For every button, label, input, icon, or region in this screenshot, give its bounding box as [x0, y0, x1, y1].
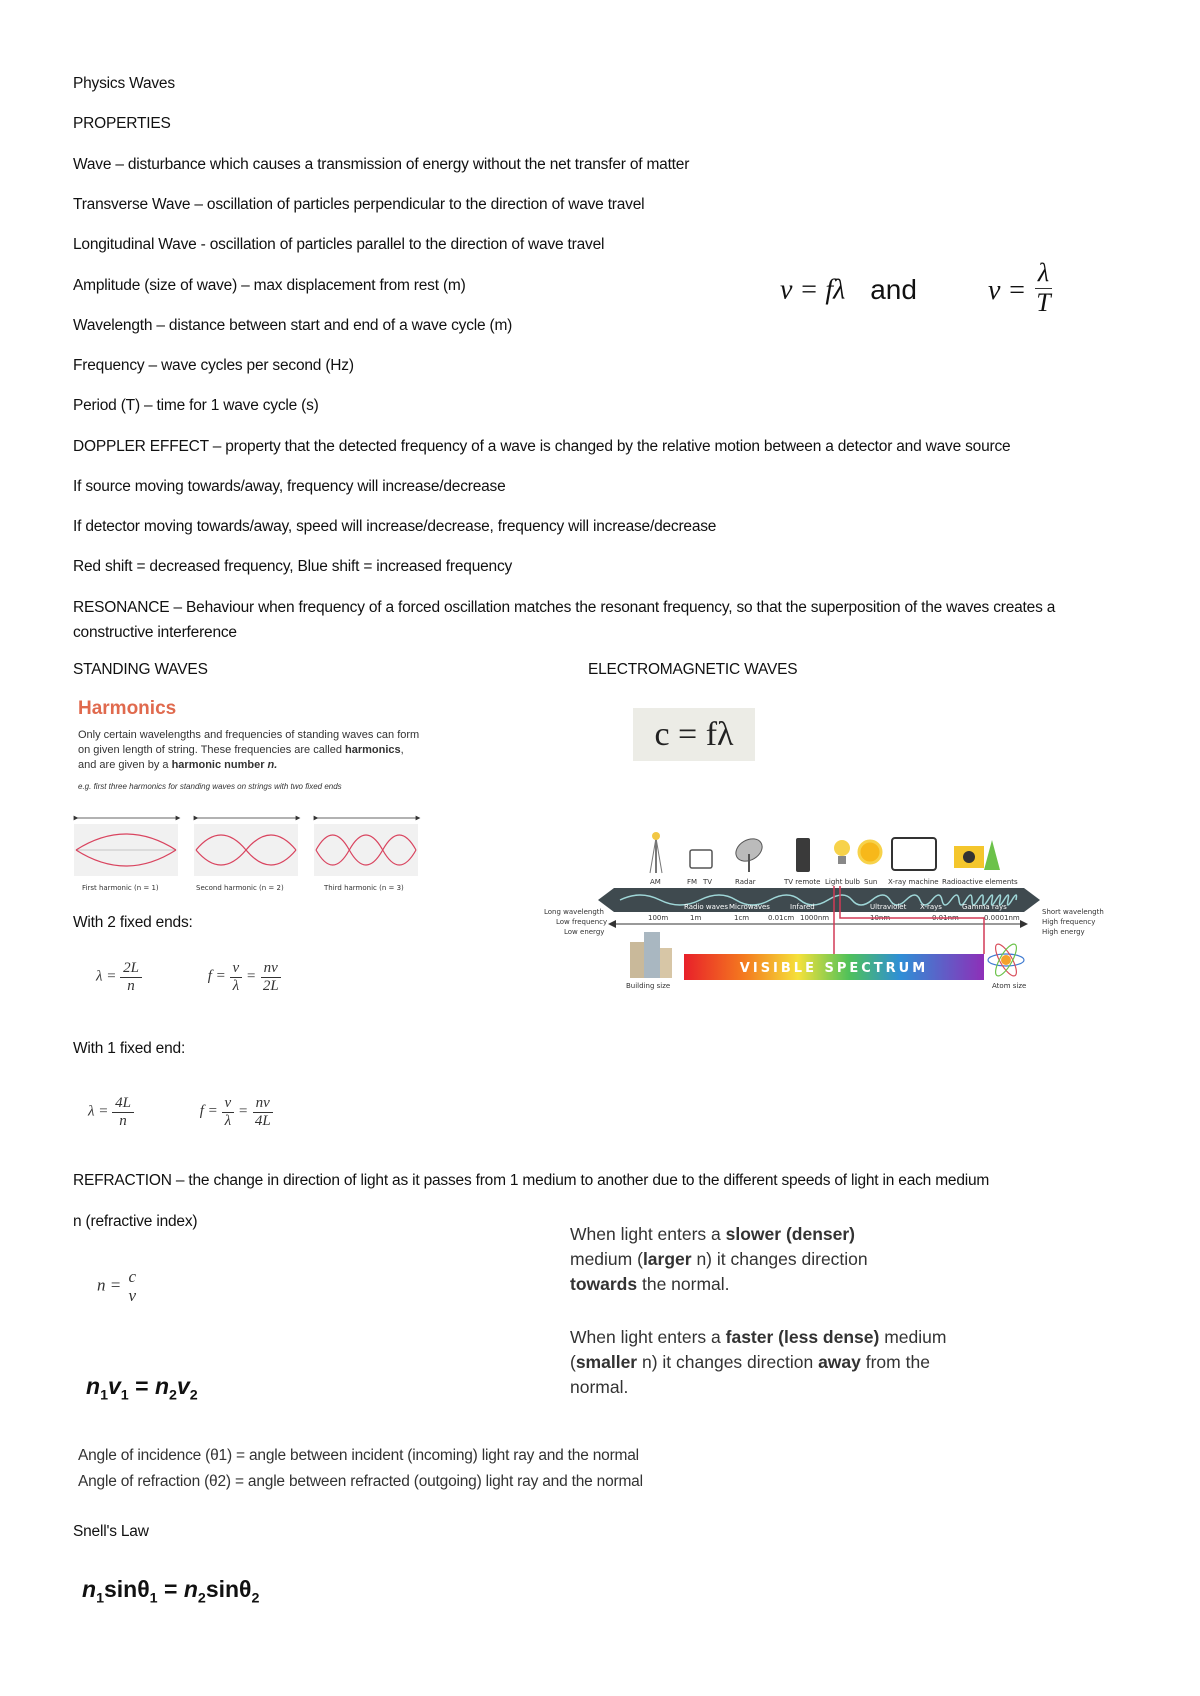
harmonics-diagram: [72, 812, 422, 894]
wave-eq-2-lhs: v =: [987, 274, 1027, 306]
band-radio: Radio waves: [684, 903, 729, 911]
remote-icon: [796, 838, 810, 872]
definition-frequency: Frequency – wave cycles per second (Hz): [73, 357, 354, 374]
atom-size-label: Atom size: [992, 982, 1027, 990]
radioactive-elements-icon: [954, 840, 1000, 870]
note1-a: When light enters a: [570, 1224, 726, 1244]
note2-e: n) it changes direction: [637, 1352, 819, 1372]
one-fixed-f-den1: λ: [224, 1112, 232, 1129]
radio-tower-icon: [650, 832, 662, 873]
wave-eq-2-frac: [1033, 259, 1053, 317]
visible-spectrum-label: VISIBLE SPECTRUM: [739, 961, 929, 976]
harmonics-title: Harmonics: [78, 698, 177, 719]
snell-n2-sub: 2: [197, 1590, 206, 1607]
snell-n1: n: [82, 1576, 97, 1602]
two-fixed-f-den1: λ: [232, 977, 240, 994]
band-xray: X-rays: [920, 903, 942, 911]
left-label-3: Low energy: [564, 928, 605, 936]
doppler-paragraph: [73, 438, 1010, 456]
snell-eq: =: [157, 1576, 184, 1602]
snell-theta1-sub: 1: [149, 1590, 158, 1607]
two-fixed-lambda-lhs: λ =: [96, 968, 117, 985]
em-waves-heading: ELECTROMAGNETIC WAVES: [588, 661, 798, 678]
refraction-note-faster: [570, 1325, 990, 1400]
note1-f: towards: [570, 1274, 638, 1294]
harmonics-bold-2: harmonic number: [171, 759, 265, 771]
note2-a: When light enters a: [570, 1327, 726, 1347]
two-fixed-f-num1: v: [230, 960, 243, 978]
xray-machine-icon: [892, 838, 936, 870]
right-label-3: High energy: [1042, 928, 1085, 936]
resonance-paragraph: [73, 595, 1113, 645]
tv-icon: [690, 850, 712, 868]
band-micro: Microwaves: [729, 903, 770, 911]
harmonic-label-1: First harmonic (n = 1): [82, 884, 159, 892]
scale-10nm: 10nm: [870, 914, 891, 922]
snell-sin1: sinθ: [104, 1576, 150, 1602]
wave-equation: [780, 258, 1054, 321]
em-source-am: AM: [650, 878, 661, 886]
harmonics-figure: [78, 698, 428, 791]
two-fixed-f-eq: =: [245, 968, 257, 985]
left-label-1: Long wavelength: [544, 908, 604, 916]
one-fixed-lambda-num: 4L: [112, 1095, 134, 1113]
two-fixed-label: With 2 fixed ends:: [73, 914, 193, 931]
band-infrared: Infared: [790, 903, 815, 911]
one-fixed-label: With 1 fixed end:: [73, 1040, 186, 1057]
n-eq-lhs: n =: [97, 1275, 122, 1295]
sun-icon: [859, 841, 881, 863]
nv-v2: v: [176, 1373, 190, 1399]
scale-00001nm: 0.0001nm: [984, 914, 1020, 922]
note1-d: larger: [642, 1249, 692, 1269]
doppler-shift: Red shift = decreased frequency, Blue shift = increased frequency: [73, 558, 513, 575]
note1-g: the normal.: [637, 1274, 730, 1294]
refractive-index-label: n (refractive index): [73, 1213, 198, 1230]
scale-1000nm: 1000nm: [800, 914, 830, 922]
one-fixed-lambda-den: n: [119, 1112, 127, 1129]
building-size-label: Building size: [626, 982, 671, 990]
one-fixed-f-num2: nv: [253, 1095, 273, 1113]
scale-001nm: 0.01nm: [932, 914, 959, 922]
snell-sin2: sinθ: [205, 1576, 252, 1602]
harmonic-label-3: Third harmonic (n = 3): [324, 884, 404, 892]
two-fixed-equations: [96, 960, 282, 994]
snell-theta2-sub: 2: [251, 1590, 260, 1607]
band-gamma: Gamma rays: [962, 903, 1007, 911]
wave-eq-2-num: λ: [1035, 259, 1052, 289]
n-eq-num: c: [128, 1267, 137, 1286]
note2-f: away: [818, 1352, 861, 1372]
em-source-tv-remote: TV remote: [784, 878, 821, 886]
note2-g: from the normal.: [570, 1352, 930, 1397]
n-eq-den: v: [128, 1285, 137, 1305]
nv-equation: [86, 1373, 198, 1404]
n-equation: [97, 1268, 139, 1305]
em-source-xray: X-ray machine: [888, 878, 939, 886]
building-icon: [630, 932, 672, 978]
scale-left-arrow: [608, 920, 616, 928]
scale-1cm: 1cm: [734, 914, 750, 922]
definition-period: Period (T) – time for 1 wave cycle (s): [73, 397, 319, 414]
left-label-2: Low frequency: [556, 918, 608, 926]
doppler-heading: DOPPLER EFFECT: [73, 438, 209, 455]
nv-n1-sub: 1: [100, 1387, 108, 1404]
nv-v1: v: [108, 1373, 121, 1399]
em-equation-box: [633, 708, 755, 761]
harmonic-panel-2: [194, 818, 298, 876]
harmonics-text-2: , and are given by a: [78, 744, 404, 771]
one-fixed-f-lhs: f =: [199, 1103, 218, 1120]
em-source-tv: TV: [703, 878, 713, 886]
definition-transverse: Transverse Wave – oscillation of particles perpendicular to the direction of wave travel: [73, 196, 645, 213]
two-fixed-lambda-den: n: [127, 977, 135, 994]
properties-heading: PROPERTIES: [73, 115, 171, 132]
em-source-fm: FM: [687, 878, 698, 886]
nv-v2-sub: 2: [189, 1387, 198, 1404]
em-source-radioactive: Radioactive elements: [942, 878, 1018, 886]
two-fixed-f-num2: nv: [261, 960, 281, 978]
doppler-source: If source moving towards/away, frequency will increase/decrease: [73, 478, 506, 495]
nv-n2: n: [154, 1373, 170, 1399]
snell-n1-sub: 1: [96, 1590, 104, 1607]
radar-dish-icon: [732, 834, 766, 872]
definition-longitudinal: Longitudinal Wave - oscillation of particles parallel to the direction of wave travel: [73, 236, 605, 253]
note1-c: medium (: [570, 1249, 643, 1269]
definition-amplitude: Amplitude (size of wave) – max displacement from rest (m): [73, 277, 466, 294]
nv-n1: n: [86, 1373, 101, 1399]
note2-d: smaller: [575, 1352, 638, 1372]
harmonics-n: n.: [267, 759, 278, 771]
harmonics-text-1: Only certain wavelengths and frequencies of standing waves can form on given length of string. These frequencies are called: [78, 729, 420, 756]
em-source-sun: Sun: [864, 878, 878, 886]
scale-right-arrow: [1020, 920, 1028, 928]
harmonic-label-2: Second harmonic (n = 2): [196, 884, 284, 892]
definition-wavelength: Wavelength – distance between start and end of a wave cycle (m): [73, 317, 513, 334]
one-fixed-f-den2: 4L: [254, 1112, 271, 1129]
angle-incidence: Angle of incidence (θ1) = angle between incident (incoming) light ray and the normal: [78, 1447, 639, 1464]
em-source-radar: Radar: [735, 878, 756, 886]
note1-e: n) it changes direction: [691, 1249, 868, 1269]
one-fixed-f-eq: =: [237, 1103, 249, 1120]
scale-100m: 100m: [648, 914, 669, 922]
harmonics-bold-1: harmonics: [345, 744, 401, 756]
doppler-detector: If detector moving towards/away, speed will increase/decrease, frequency will increase/decrease: [73, 518, 717, 535]
light-bulb-icon: [834, 840, 850, 864]
wave-eq-and: and: [870, 273, 917, 305]
band-uv: Ultraviolet: [870, 903, 907, 911]
nv-eq: =: [128, 1373, 155, 1399]
refraction-paragraph: [73, 1172, 989, 1190]
wave-eq-1: v = fλ: [780, 274, 846, 306]
right-label-2: High frequency: [1042, 918, 1096, 926]
note2-c: medium (: [570, 1327, 947, 1372]
snells-law-equation: [82, 1576, 259, 1607]
wave-eq-2-den: T: [1036, 287, 1051, 317]
em-source-light-bulb: Light bulb: [825, 878, 860, 886]
em-equation: c = fλ: [654, 716, 734, 753]
right-label-1: Short wavelength: [1042, 908, 1104, 916]
refraction-note-slower: [570, 1222, 920, 1297]
definition-wave: Wave – disturbance which causes a transmission of energy without the net transfer of matter: [73, 156, 690, 173]
snell-n2: n: [183, 1576, 198, 1602]
one-fixed-f-num1: v: [222, 1095, 235, 1113]
resonance-text: – Behaviour when frequency of a forced oscillation matches the resonant frequency, so that the superposition of the waves creates a constructive interference: [73, 599, 1056, 641]
one-fixed-equations: [88, 1095, 274, 1129]
angle-refraction: Angle of refraction (θ2) = angle between refracted (outgoing) light ray and the normal: [78, 1473, 643, 1490]
snells-law-label: Snell's Law: [73, 1523, 149, 1540]
refraction-text: – the change in direction of light as it passes from 1 medium to another due to the different speeds of light in each medium: [171, 1172, 990, 1189]
standing-waves-heading: STANDING WAVES: [73, 661, 208, 678]
two-fixed-f-lhs: f =: [207, 968, 226, 985]
doc-title: Physics Waves: [73, 75, 175, 92]
scale-001cm: 0.01cm: [768, 914, 795, 922]
refraction-heading: REFRACTION: [73, 1172, 172, 1189]
nv-v1-sub: 1: [120, 1387, 129, 1404]
two-fixed-lambda-num: 2L: [120, 960, 142, 978]
harmonic-panel-1: [74, 818, 178, 876]
em-spectrum-diagram: [544, 818, 1114, 996]
resonance-heading: RESONANCE: [73, 599, 170, 616]
nv-n2-sub: 2: [169, 1387, 177, 1404]
note2-b: faster (less dense): [725, 1327, 880, 1347]
two-fixed-f-den2: 2L: [262, 977, 279, 994]
doppler-text: – property that the detected frequency of a wave is changed by the relative motion between a detector and wave source: [208, 438, 1011, 455]
scale-1m: 1m: [690, 914, 702, 922]
harmonic-panel-3: [314, 818, 418, 876]
atom-icon: [988, 941, 1024, 978]
one-fixed-lambda-lhs: λ =: [88, 1103, 109, 1120]
note1-b: slower (denser): [725, 1224, 855, 1244]
harmonics-text: [78, 728, 423, 773]
harmonics-caption: e.g. first three harmonics for standing waves on strings with two fixed ends: [78, 782, 342, 791]
